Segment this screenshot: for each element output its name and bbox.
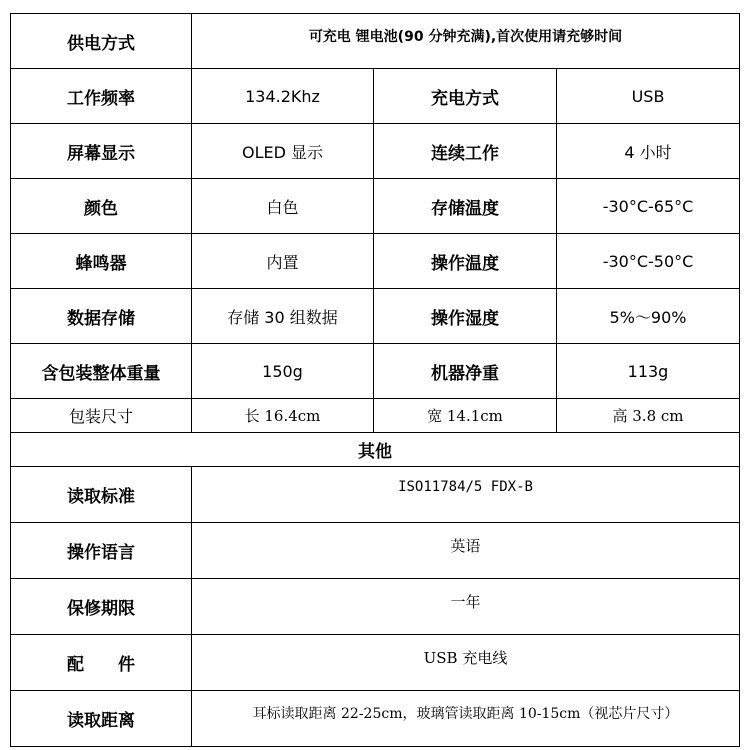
table-row <box>11 467 740 523</box>
label-frequency: 工作频率 <box>11 69 192 123</box>
value-storage-temp: -30°C-65°C <box>557 179 740 233</box>
value-accessories: USB 充电线 <box>192 635 740 690</box>
label-operating-temp: 操作温度 <box>374 234 557 288</box>
value-operating-temp: -30°C-50°C <box>557 234 740 288</box>
value-net-weight: 113g <box>557 344 740 398</box>
value-data-storage: 存储 30 组数据 <box>192 289 374 343</box>
value-color: 白色 <box>192 179 374 233</box>
label-net-weight: 机器净重 <box>374 344 557 398</box>
value-continuous-work: 4 小时 <box>557 124 740 178</box>
table-row <box>11 635 740 691</box>
value-read-standard: ISO11784/5 FDX-B <box>192 467 740 522</box>
table-row <box>11 579 740 635</box>
table-row <box>11 124 740 179</box>
value-frequency: 134.2Khz <box>192 69 374 123</box>
table-row <box>11 14 740 69</box>
label-read-distance: 读取距离 <box>11 691 192 746</box>
section-header-row <box>11 433 740 467</box>
value-language: 英语 <box>192 523 740 578</box>
label-data-storage: 数据存储 <box>11 289 192 343</box>
label-warranty: 保修期限 <box>11 579 192 634</box>
section-title-other: 其他 <box>11 433 740 466</box>
table-row <box>11 399 740 433</box>
table-row <box>11 69 740 124</box>
label-buzzer: 蜂鸣器 <box>11 234 192 288</box>
label-package-size: 包装尺寸 <box>11 399 192 432</box>
value-package-length: 长 16.4cm <box>192 399 374 432</box>
label-operating-humidity: 操作湿度 <box>374 289 557 343</box>
value-read-distance: 耳标读取距离 22-25cm，玻璃管读取距离 10-15cm（视芯片尺寸） <box>192 691 740 746</box>
value-screen: OLED 显示 <box>192 124 374 178</box>
label-screen: 屏幕显示 <box>11 124 192 178</box>
value-charging: USB <box>557 69 740 123</box>
label-continuous-work: 连续工作 <box>374 124 557 178</box>
label-storage-temp: 存储温度 <box>374 179 557 233</box>
value-warranty: 一年 <box>192 579 740 634</box>
value-package-height: 高 3.8 cm <box>557 399 740 432</box>
label-gross-weight: 含包装整体重量 <box>11 344 192 398</box>
label-power-supply: 供电方式 <box>11 14 192 68</box>
table-row <box>11 691 740 747</box>
table-row <box>11 234 740 289</box>
table-row <box>11 289 740 344</box>
spec-table <box>10 13 740 747</box>
table-row <box>11 179 740 234</box>
value-gross-weight: 150g <box>192 344 374 398</box>
label-read-standard: 读取标准 <box>11 467 192 522</box>
label-charging: 充电方式 <box>374 69 557 123</box>
label-language: 操作语言 <box>11 523 192 578</box>
label-color: 颜色 <box>11 179 192 233</box>
value-buzzer: 内置 <box>192 234 374 288</box>
value-power-supply: 可充电 锂电池(90 分钟充满),首次使用请充够时间 <box>192 14 740 68</box>
value-package-width: 宽 14.1cm <box>374 399 557 432</box>
value-operating-humidity: 5%～90% <box>557 289 740 343</box>
table-row <box>11 523 740 579</box>
label-accessories: 配 件 <box>11 635 192 690</box>
table-row <box>11 344 740 399</box>
